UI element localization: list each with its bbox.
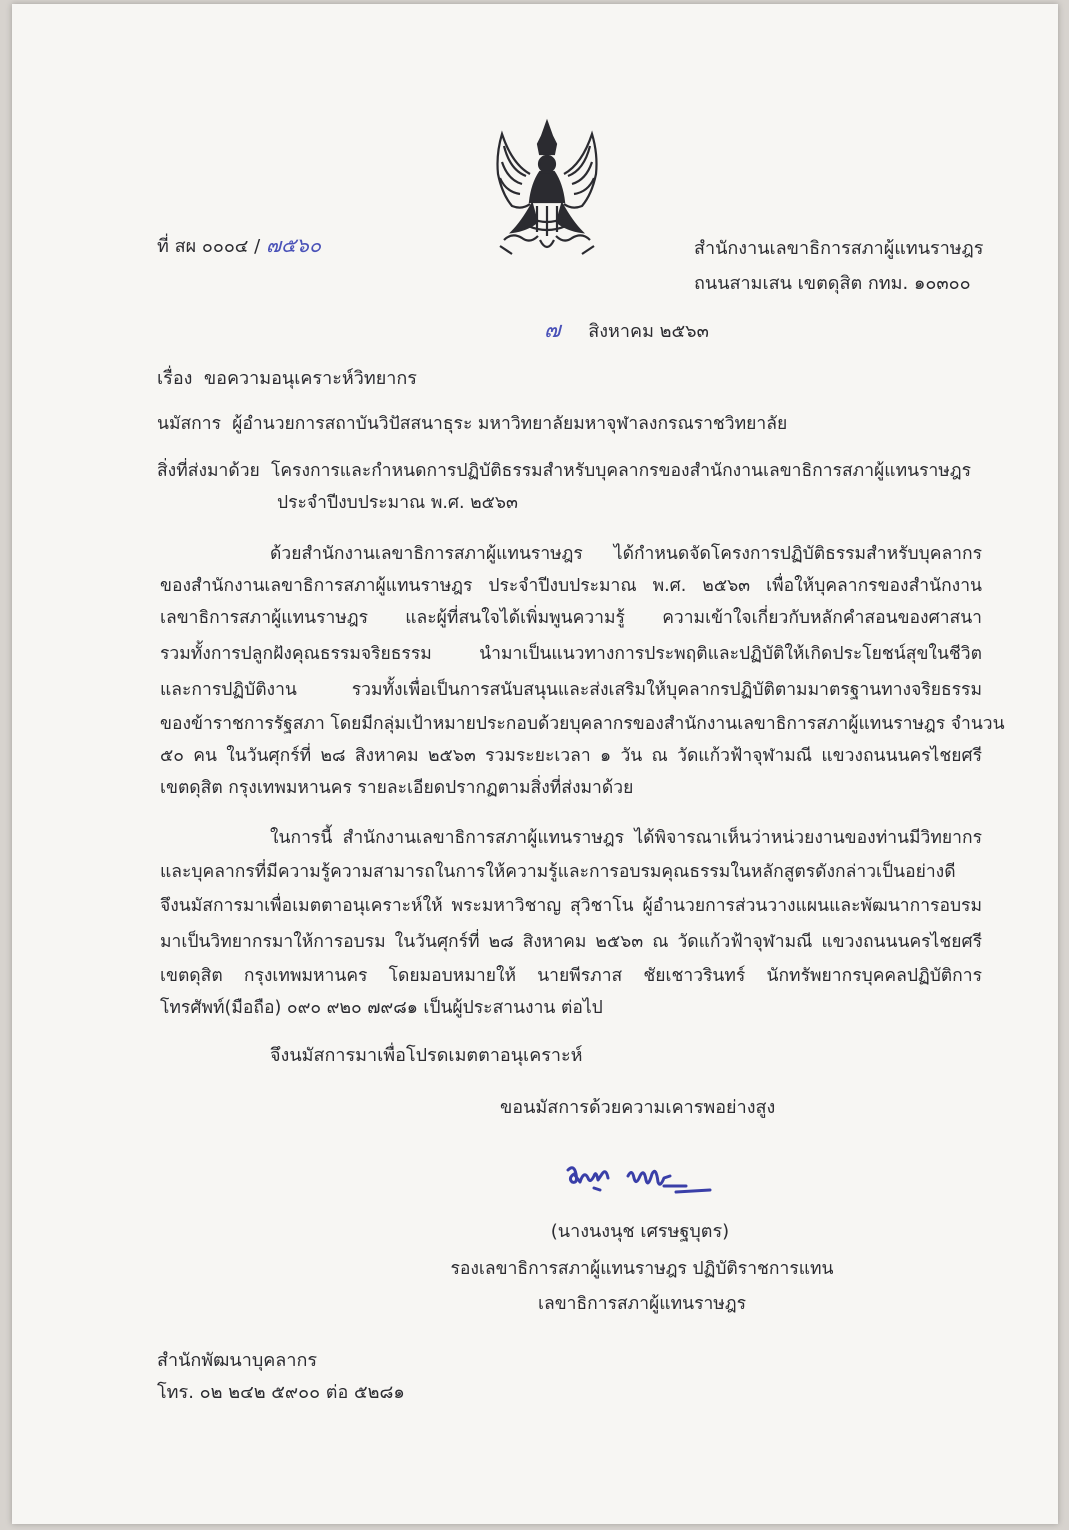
paragraph-line: ด้วยสำนักงานเลขาธิการสภาผู้แทนราษฎร ได้กำหนดจัดโครงการปฏิบัติธรรมสำหรับบุคลากร (270, 544, 982, 564)
paragraph-line: ในการนี้ สำนักงานเลขาธิการสภาผู้แทนราษฎร ได้พิจารณาเห็นว่าหน่วยงานของท่านมีวิทยากร (270, 828, 982, 848)
paragraph-line: และการปฏิบัติงาน รวมทั้งเพื่อเป็นการสนับสนุนและส่งเสริมให้บุคลากรปฏิบัติตามมาตรฐานทางจริยธรรม (160, 680, 982, 700)
handwritten-signature (560, 1156, 720, 1204)
subject-text: ขอความอนุเคราะห์วิทยากร (203, 368, 417, 389)
closing-phrase: ขอนมัสการด้วยความเคารพอย่างสูง (500, 1097, 776, 1118)
subject-label: เรื่อง (157, 368, 193, 389)
paragraph-line: และบุคลากรที่มีความรู้ความสามารถในการให้ความรู้และการอบรมคุณธรรมในหลักสูตรดังกล่าวเป็นอย่างดี (160, 862, 956, 882)
date-day-handwritten: ๗ (544, 318, 561, 343)
date-month-year: สิงหาคม ๒๕๖๓ (588, 321, 709, 342)
paragraph-line: ของสำนักงานเลขาธิการสภาผู้แทนราษฎร ประจำปีงบประมาณ พ.ศ. ๒๕๖๓ เพื่อให้บุคลากรของสำนักงาน (160, 576, 982, 596)
signer-position-1: รองเลขาธิการสภาผู้แทนราษฎร ปฏิบัติราชการแทน (450, 1259, 834, 1279)
signer-name: (นางนงนุช เศรษฐบุตร) (550, 1221, 730, 1242)
letter-page (12, 4, 1058, 1524)
reference-prefix: ที่ สผ ๐๐๐๔ / (157, 236, 261, 257)
enclosure-label: สิ่งที่ส่งมาด้วย (157, 461, 260, 481)
paragraph-line: เขตดุสิต กรุงเทพมหานคร รายละเอียดปรากฏตามสิ่งที่ส่งมาด้วย (160, 778, 634, 798)
footer-department: สำนักพัฒนาบุคลากร (157, 1350, 318, 1371)
paragraph-line: โทรศัพท์(มือถือ) ๐๙๐ ๙๒๐ ๗๙๘๑ เป็นผู้ประสานงาน ต่อไป (160, 998, 603, 1018)
office-name: สำนักงานเลขาธิการสภาผู้แทนราษฎร (694, 238, 984, 259)
signer-position-2: เลขาธิการสภาผู้แทนราษฎร (538, 1294, 746, 1314)
paragraph-line: รวมทั้งการปลูกฝังคุณธรรมจริยธรรม นำมาเป็นแนวทางการประพฤติและปฏิบัติให้เกิดประโยชน์สุขในชีวิต (160, 644, 982, 664)
salutation-label: นมัสการ (157, 414, 222, 434)
office-address: ถนนสามเสน เขตดุสิต กทม. ๑๐๓๐๐ (694, 273, 971, 294)
enclosure-line-1: โครงการและกำหนดการปฏิบัติธรรมสำหรับบุคลากรของสำนักงานเลขาธิการสภาผู้แทนราษฎร (270, 461, 971, 481)
paragraph-line: เขตดุสิต กรุงเทพมหานคร โดยมอบหมายให้ นายพีรภาส ชัยเชาวรินทร์ นักทรัพยากรบุคคลปฏิบัติการ (160, 966, 982, 986)
enclosure (157, 459, 971, 483)
subject (157, 367, 417, 391)
paragraph-line: เลขาธิการสภาผู้แทนราษฎร และผู้ที่สนใจได้เพิ่มพูนความรู้ ความเข้าใจเกี่ยวกับหลักคำสอนของศาสนา (160, 608, 982, 628)
reference-number (157, 233, 321, 259)
paragraph-line: จึงนมัสการมาเพื่อเมตตาอนุเคราะห์ให้ พระมหาวิชาญ สุวิชาโน ผู้อำนวยการส่วนวางแผนและพัฒนาการอบรม (160, 896, 982, 916)
footer-phone: โทร. ๐๒ ๒๔๒ ๕๙๐๐ ต่อ ๕๒๘๑ (157, 1382, 405, 1403)
paragraph-line: ๕๐ คน ในวันศุกร์ที่ ๒๘ สิงหาคม ๒๕๖๓ รวมระยะเวลา ๑ วัน ณ วัดแก้วฟ้าจุฬามณี แขวงถนนนครไชยศรี (160, 746, 982, 766)
salutation (157, 412, 787, 436)
paragraph-line: ของข้าราชการรัฐสภา โดยมีกลุ่มเป้าหมายประกอบด้วยบุคลากรของสำนักงานเลขาธิการสภาผู้แทนราษฎร จำนวน (160, 714, 1005, 734)
garuda-emblem-icon (482, 114, 612, 264)
salutation-text: ผู้อำนวยการสถาบันวิปัสสนาธุระ มหาวิทยาลัยมหาจุฬาลงกรณราชวิทยาลัย (232, 414, 788, 434)
letter-date (544, 319, 709, 344)
closing-request: จึงนมัสการมาเพื่อโปรดเมตตาอนุเคราะห์ (270, 1045, 583, 1066)
enclosure-line-2: ประจำปีงบประมาณ พ.ศ. ๒๕๖๓ (277, 493, 519, 513)
reference-handwritten-number: ๗๕๖๐ (265, 233, 322, 257)
paragraph-line: มาเป็นวิทยากรมาให้การอบรม ในวันศุกร์ที่ ๒๘ สิงหาคม ๒๕๖๓ ณ วัดแก้วฟ้าจุฬามณี แขวงถนนนครไชยศรี (160, 932, 982, 952)
